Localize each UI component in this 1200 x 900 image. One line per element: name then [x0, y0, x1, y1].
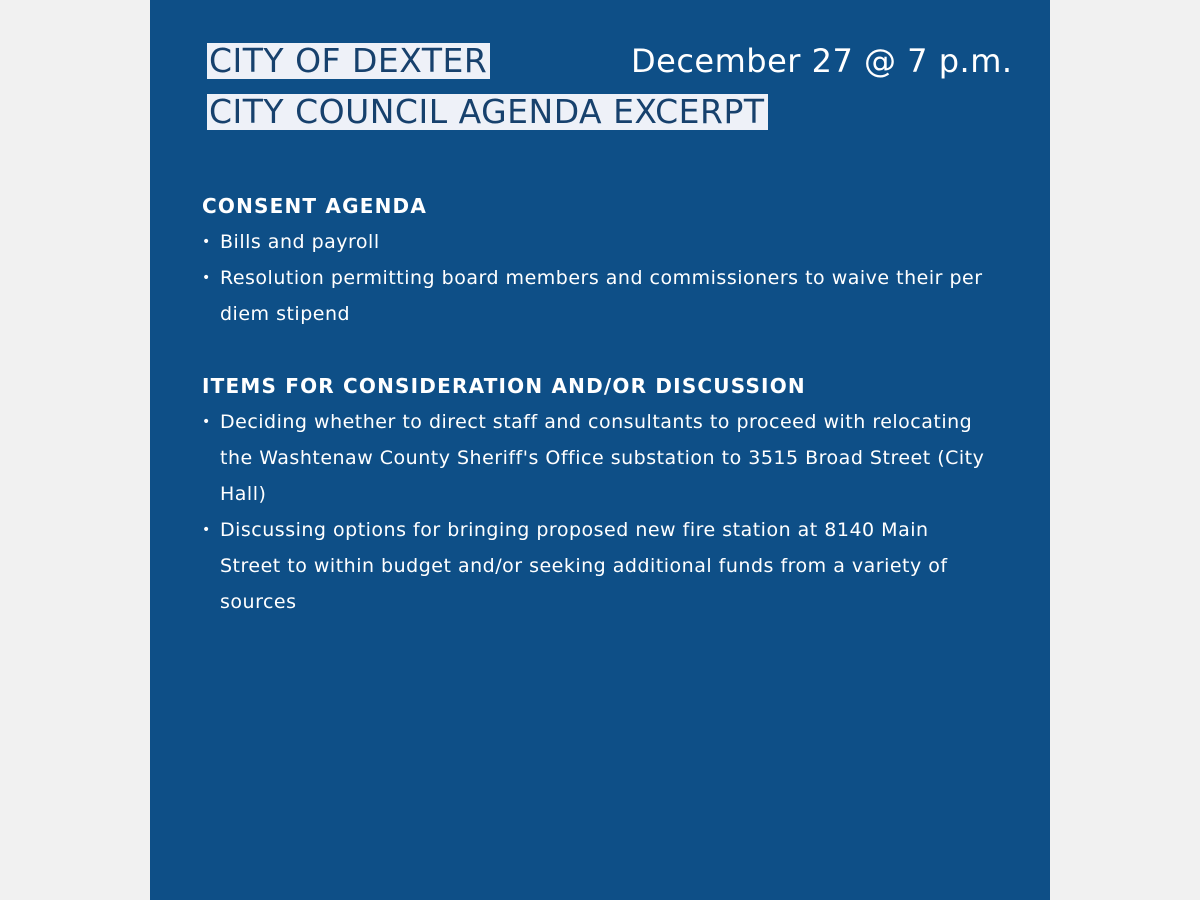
consent-agenda-list: [202, 224, 992, 332]
bullet-icon: •: [202, 234, 211, 250]
title-agenda-excerpt: CITY COUNCIL AGENDA EXCERPT: [207, 94, 768, 130]
list-item: [202, 224, 992, 260]
list-item-text: Resolution permitting board members and commissioners to waive their per diem stipend: [220, 267, 983, 325]
list-item-text: Deciding whether to direct staff and consultants to proceed with relocating the Washtenaw County Sheriff's Office substation to 3515 Broad Street (City Hall): [220, 411, 985, 505]
bullet-icon: •: [202, 522, 211, 538]
bullet-icon: •: [202, 270, 211, 286]
consent-agenda-section: [202, 188, 992, 332]
list-item: [202, 512, 992, 620]
section-heading: ITEMS FOR CONSIDERATION AND/OR DISCUSSION: [202, 374, 806, 398]
list-item: [202, 260, 992, 332]
consideration-list: [202, 404, 992, 620]
section-heading: CONSENT AGENDA: [202, 194, 428, 218]
list-item: [202, 404, 992, 512]
agenda-content: [202, 188, 992, 620]
consideration-section: [202, 368, 992, 620]
list-item-text: Discussing options for bringing proposed new fire station at 8140 Main Street to within budget and/or seeking additional funds from a variety of sources: [220, 519, 948, 613]
title-city-of-dexter: CITY OF DEXTER: [207, 43, 490, 79]
meeting-date: December 27 @ 7 p.m.: [631, 42, 1013, 80]
bullet-icon: •: [202, 414, 211, 430]
list-item-text: Bills and payroll: [220, 231, 380, 253]
section-divider: [202, 332, 992, 368]
agenda-graphic: [150, 0, 1050, 900]
